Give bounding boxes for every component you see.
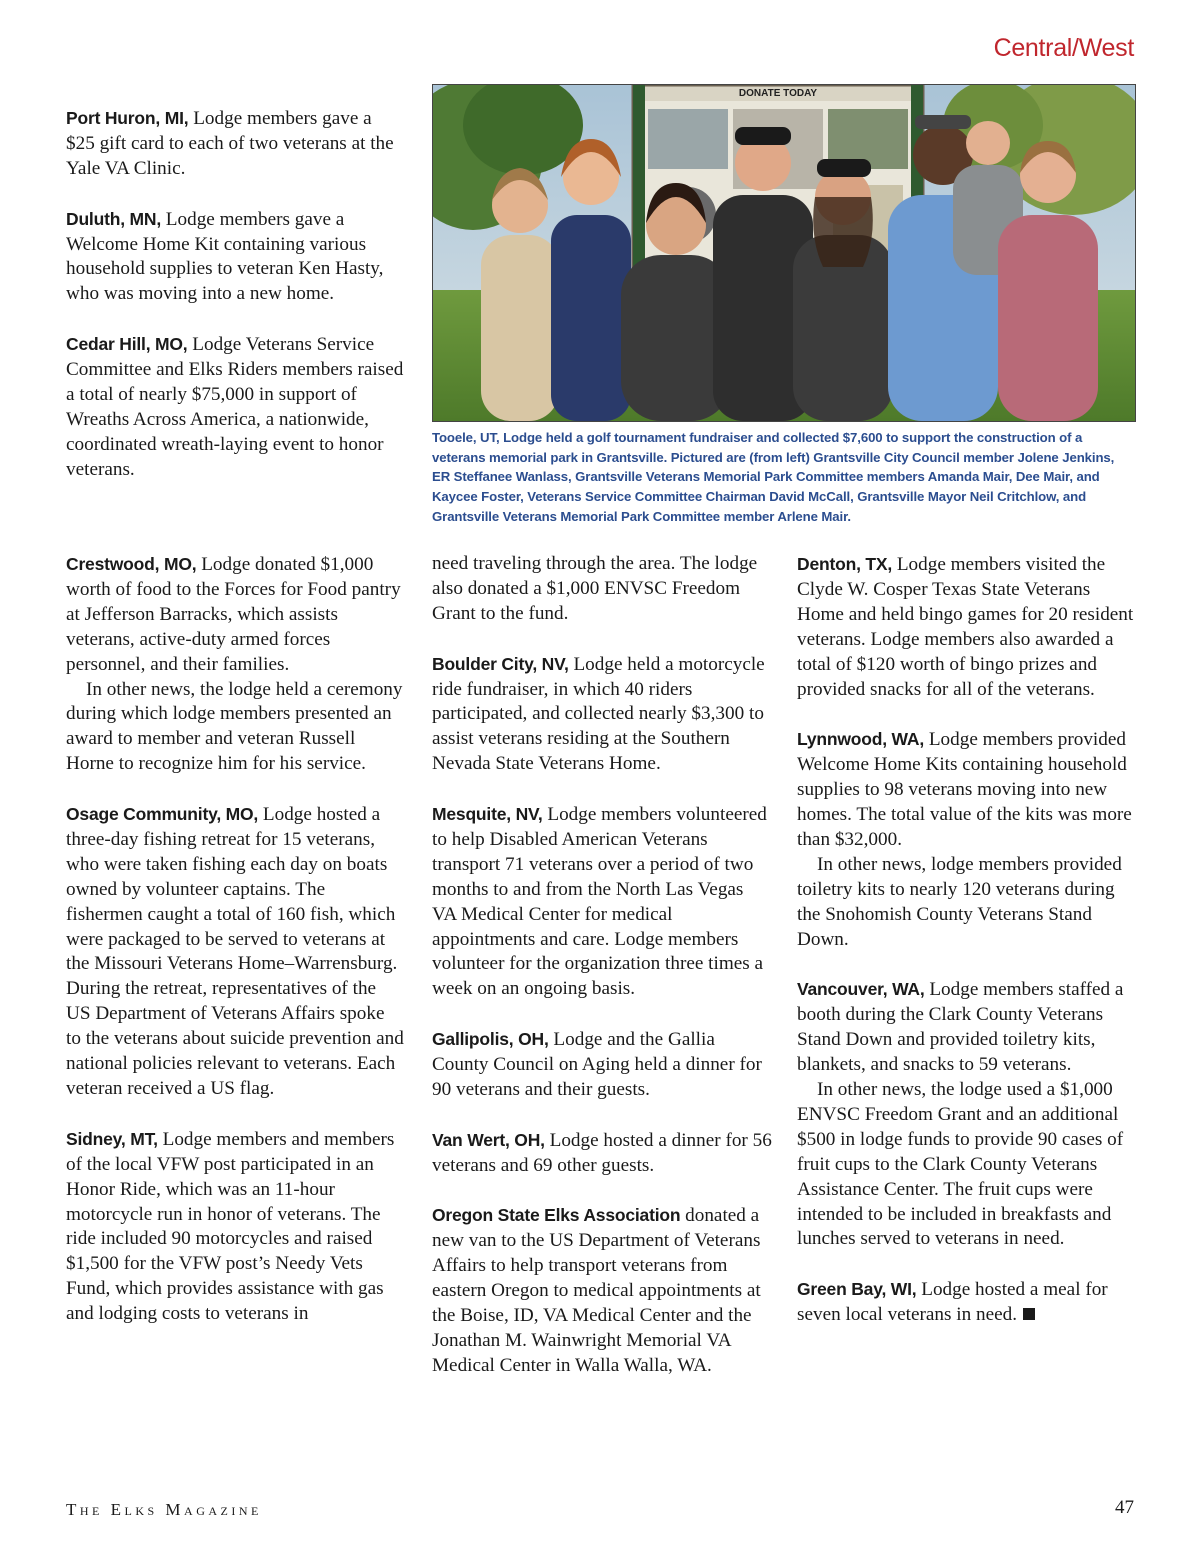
news-item — [432, 1203, 772, 1378]
news-text: Lodge members visited the Clyde W. Cosper Texas State Veterans Home and held bingo games for 20 resident veterans. Lodge members also awarded a total of $120 worth of bingo prizes and provided snacks for all of the veterans. — [797, 554, 1134, 700]
news-location: Gallipolis, OH, — [432, 1029, 549, 1050]
news-text: Lodge Veterans Service Committee and Elks Riders members raised a total of nearly $75,000 in support of Wreaths Across America, a nationwide, coordinated wreath-laying event to honor veterans. — [66, 334, 404, 480]
news-paragraph — [66, 678, 404, 778]
news-text: donated a new van to the US Department of Veterans Affairs to help transport veterans from eastern Oregon to medical appointments at the Boise, ID, VA Medical Center and the Jonathan M. Wainwright Memorial VA Medical Center in Walla Walla, WA. — [432, 1205, 761, 1376]
news-location: Duluth, MN, — [66, 208, 161, 229]
news-paragraph — [432, 802, 772, 1002]
news-item — [432, 802, 772, 1002]
section-label: Central/West — [993, 34, 1134, 62]
news-item — [797, 1277, 1137, 1328]
news-location: Denton, TX, — [797, 554, 893, 574]
news-location: Oregon State Elks Association — [432, 1205, 681, 1226]
news-text: Lodge hosted a meal for seven local veterans in need. — [797, 1279, 1108, 1326]
sign-text: DONATE TODAY — [738, 88, 818, 99]
caption-location: Tooele, UT, — [432, 430, 500, 445]
news-item — [797, 977, 1137, 1252]
news-location: Osage Community, MO, — [66, 804, 259, 825]
news-item — [432, 1027, 772, 1103]
news-location: Cedar Hill, MO, — [66, 334, 188, 355]
caption-text: Lodge held a golf tournament fundraiser and collected $7,600 to support the construction of a veterans memorial park in Grantsville. Pictured are (from left) Grantsville City Council member Jolene Jenkins, ER Steffanee Wanlass, Grantsville Veterans Memorial Park Committee members Amanda Mair, Dee Mair, and Kaycee Foster, Veterans Service Committee Chairman David McCall, Grantsville Mayor Neil Critchlow, and Grantsville Veterans Memorial Park Committee member Arlene Mair. — [432, 430, 1115, 524]
news-paragraph — [66, 207, 404, 308]
news-paragraph — [797, 1078, 1137, 1252]
news-paragraph — [797, 977, 1137, 1078]
news-paragraph — [66, 802, 404, 1102]
news-paragraph — [797, 853, 1137, 953]
news-item — [66, 802, 404, 1102]
news-paragraph — [66, 552, 404, 678]
group-photo — [432, 84, 1136, 422]
news-text: Lodge hosted a dinner for 56 veterans and 69 other guests. — [432, 1129, 772, 1176]
news-paragraph — [797, 727, 1137, 853]
news-location: Boulder City, NV, — [432, 653, 569, 674]
news-text: Lodge donated $1,000 worth of food to the Forces for Food pantry at Jefferson Barracks, which assists veterans, active-duty armed forces personnel, and their families. — [66, 554, 401, 675]
news-text: Lodge members and members of the local VFW post participated in an Honor Ride, which was an 11-hour motorcycle run in honor of veterans. The ride included 90 motorcycles and raised $1,500 for the VFW post’s Needy Vets Fund, which provides assistance with gas and lodging costs to veterans in — [66, 1128, 395, 1325]
news-location: Van Wert, OH, — [432, 1129, 545, 1150]
news-text: Lodge members provided Welcome Home Kits containing household supplies to 98 veterans moving into new homes. The total value of the kits was more than $32,000. — [797, 729, 1132, 850]
news-location: Green Bay, WI, — [797, 1279, 917, 1300]
news-paragraph — [432, 1203, 772, 1378]
news-location: Port Huron, MI, — [66, 108, 189, 128]
news-paragraph — [797, 552, 1137, 702]
news-location: Mesquite, NV, — [432, 804, 543, 825]
news-item — [432, 552, 772, 627]
news-paragraph — [66, 1127, 404, 1327]
news-item — [66, 552, 404, 777]
news-location: Crestwood, MO, — [66, 554, 197, 574]
news-text: need traveling through the area. The lodge also donated a $1,000 ENVSC Freedom Grant to the fund. — [432, 553, 758, 624]
news-location: Lynnwood, WA, — [797, 729, 925, 750]
photo-illustration — [433, 85, 1135, 421]
news-paragraph — [66, 106, 404, 182]
news-paragraph — [66, 332, 404, 482]
column-middle — [432, 552, 772, 1404]
column-left — [66, 552, 404, 1352]
magazine-name: The Elks Magazine — [66, 1500, 262, 1519]
news-location: Vancouver, WA, — [797, 979, 925, 1000]
news-text: In other news, the lodge used a $1,000 ENVSC Freedom Grant and an additional $500 in lodge funds to provide 90 cases of fruit cups to the Clark County Veterans Assistance Center. The fruit cups were intended to be included in breakfasts and lunches served to veterans in need. — [797, 1079, 1124, 1250]
news-item — [432, 1128, 772, 1179]
column-right — [797, 552, 1137, 1353]
news-item — [432, 652, 772, 778]
news-text: Lodge members staffed a booth during the Clark County Veterans Stand Down and provided toiletry kits, blankets, and snacks to 59 veterans. — [797, 979, 1124, 1076]
news-paragraph — [432, 1027, 772, 1103]
news-text: Lodge members gave a $25 gift card to each of two veterans at the Yale VA Clinic. — [66, 108, 394, 179]
news-text: Lodge and the Gallia County Council on Aging held a dinner for 90 veterans and their guests. — [432, 1029, 762, 1100]
column-left-top — [66, 106, 404, 507]
news-paragraph — [432, 1128, 772, 1179]
news-paragraph — [432, 652, 772, 778]
news-paragraph — [432, 552, 772, 627]
news-paragraph — [797, 1277, 1137, 1328]
news-item — [66, 106, 404, 182]
news-text: Lodge members gave a Welcome Home Kit containing various household supplies to veteran Ken Hasty, who was moving into a new home. — [66, 208, 384, 305]
page-number: 47 — [1115, 1497, 1134, 1518]
news-text: In other news, lodge members provided toiletry kits to nearly 120 veterans during the Snohomish County Veterans Stand Down. — [797, 853, 1122, 950]
end-of-article-mark — [1023, 1308, 1035, 1320]
news-text: Lodge hosted a three-day fishing retreat for 15 veterans, who were taken fishing each day on boats owned by volunteer captains. The fishermen caught a total of 160 fish, which were packaged to be served to veterans at the Missouri Veterans Home–Warrensburg. During the retreat, representatives of the US Department of Veterans Affairs spoke to the veterans about suicide prevention and national policies relevant to veterans. Each veteran received a US flag. — [66, 804, 404, 1100]
news-text: Lodge members volunteered to help Disabled American Veterans transport 71 veterans over a period of two months to and from the North Las Vegas VA Medical Center for medical appointments and care. Lodge members volunteer for the organization three times a week on an ongoing basis. — [432, 804, 767, 1000]
news-text: In other news, the lodge held a ceremony during which lodge members presented an award to member and veteran Russell Horne to recognize him for his service. — [66, 678, 403, 775]
news-item — [66, 207, 404, 308]
news-item — [66, 332, 404, 482]
news-item — [797, 552, 1137, 702]
news-text: Lodge held a motorcycle ride fundraiser, in which 40 riders participated, and collected nearly $3,300 to assist veterans residing at the Southern Nevada State Veterans Home. — [432, 653, 765, 775]
news-location: Sidney, MT, — [66, 1128, 158, 1149]
photo-caption — [432, 428, 1134, 527]
news-item — [66, 1127, 404, 1327]
news-item — [797, 727, 1137, 952]
